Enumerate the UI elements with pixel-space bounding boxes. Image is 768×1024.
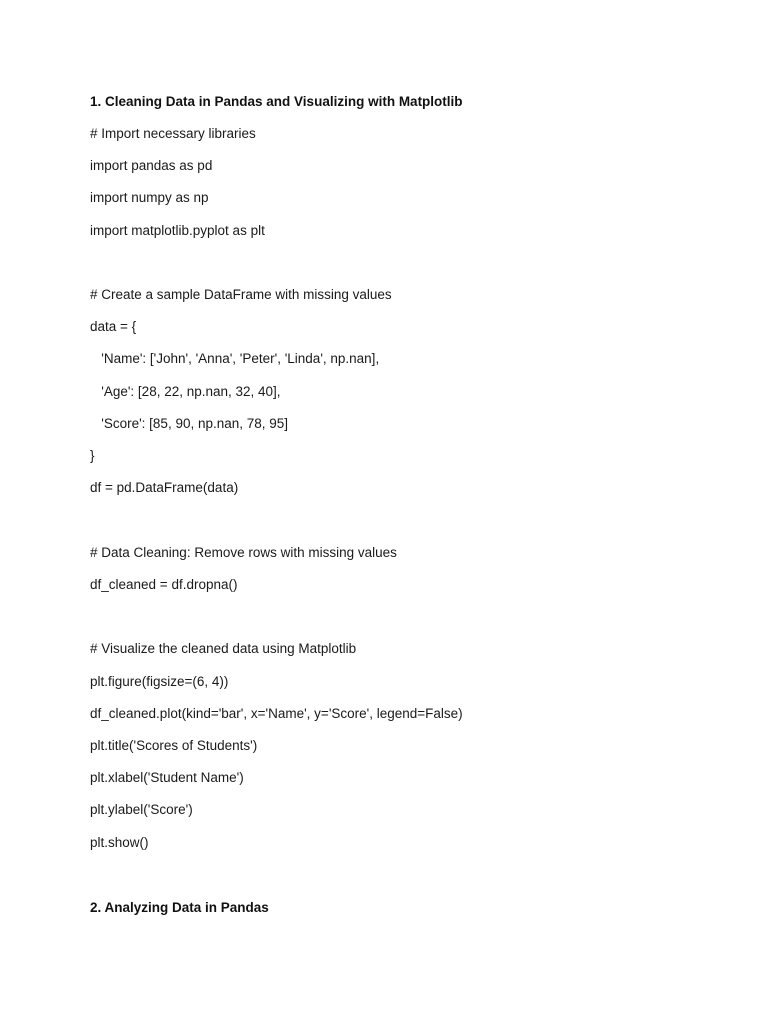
code-line-xlabel: plt.xlabel('Student Name') bbox=[90, 770, 244, 785]
code-comment-create-dataframe: # Create a sample DataFrame with missing values bbox=[90, 287, 392, 302]
code-line-dataframe: df = pd.DataFrame(data) bbox=[90, 480, 239, 495]
code-line-data-close: } bbox=[90, 448, 95, 463]
code-line-ylabel: plt.ylabel('Score') bbox=[90, 802, 193, 817]
code-line-import-matplotlib: import matplotlib.pyplot as plt bbox=[90, 223, 265, 238]
code-line-name-list: 'Name': ['John', 'Anna', 'Peter', 'Linda', np.nan], bbox=[90, 351, 380, 366]
code-line-figure: plt.figure(figsize=(6, 4)) bbox=[90, 674, 229, 689]
code-line-plot: df_cleaned.plot(kind='bar', x='Name', y='Score', legend=False) bbox=[90, 706, 463, 721]
section-1-heading: 1. Cleaning Data in Pandas and Visualizing with Matplotlib bbox=[90, 94, 463, 109]
code-line-import-numpy: import numpy as np bbox=[90, 190, 209, 205]
code-comment-visualize: # Visualize the cleaned data using Matplotlib bbox=[90, 641, 357, 656]
code-line-title: plt.title('Scores of Students') bbox=[90, 738, 258, 753]
code-line-import-pandas: import pandas as pd bbox=[90, 158, 213, 173]
code-comment-data-cleaning: # Data Cleaning: Remove rows with missing values bbox=[90, 545, 397, 560]
section-2-heading: 2. Analyzing Data in Pandas bbox=[90, 900, 269, 915]
code-line-age-list: 'Age': [28, 22, np.nan, 32, 40], bbox=[90, 384, 281, 399]
code-line-show: plt.show() bbox=[90, 835, 149, 850]
code-line-dropna: df_cleaned = df.dropna() bbox=[90, 577, 238, 592]
code-line-data-open: data = { bbox=[90, 319, 137, 334]
code-line-score-list: 'Score': [85, 90, np.nan, 78, 95] bbox=[90, 416, 289, 431]
code-comment-import: # Import necessary libraries bbox=[90, 126, 256, 141]
